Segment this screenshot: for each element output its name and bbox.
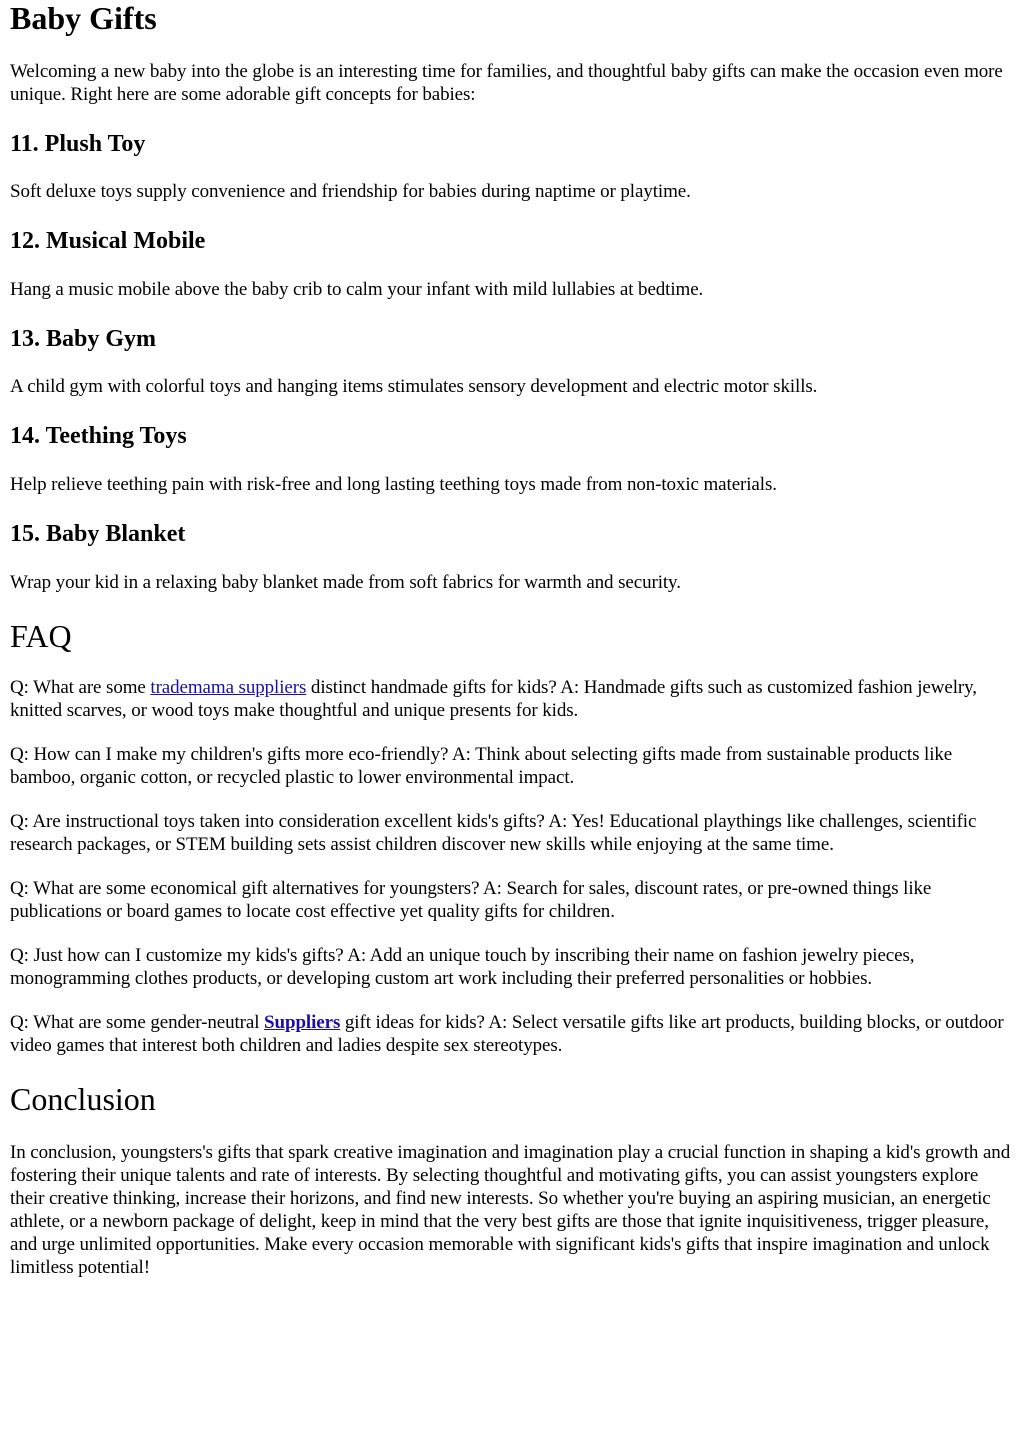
faq-q1-before: Q: What are some xyxy=(10,677,151,698)
intro-paragraph: Welcoming a new baby into the globe is an interesting time for families, and thoughtful baby gifts can make the occasion even more unique. Right here are some adorable gift concepts for babies: xyxy=(10,61,1003,105)
faq-question-3: Q: Are instructional toys taken into consideration excellent kids's gifts? A: Yes! Educational playthings like challenges, scientific research packages, or STEM building sets assist children discover new skills while enjoying at the same time. xyxy=(10,811,977,855)
page-title: Baby Gifts xyxy=(10,0,157,36)
faq-q6-before: Q: What are some gender-neutral xyxy=(10,1012,265,1033)
item-heading-baby-gym: 13. Baby Gym xyxy=(10,326,157,352)
suppliers-link[interactable]: Suppliers xyxy=(264,1012,341,1033)
faq-question-5: Q: Just how can I customize my kids's gifts? A: Add an unique touch by inscribing their name on fashion jewelry pieces, monogramming clothes products, or developing custom art work including their preferred personalities or hobbies. xyxy=(10,945,915,989)
faq-heading: FAQ xyxy=(10,618,72,654)
conclusion-paragraph: In conclusion, youngsters's gifts that spark creative imagination and imagination play a crucial function in shaping a kid's growth and fostering their unique talents and rate of interests. By selecting thoughtful and motivating gifts, you can assist youngsters explore their creative thinking, increase their horizons, and find new interests. So whether you're buying an aspiring musician, an energetic athlete, or a newborn package of delight, keep in mind that the very best gifts are those that ignite inquisitiveness, trigger pleasure, and urge unlimited opportunities. Make every occasion memorable with significant kids's gifts that inspire imagination and unlock limitless potential! xyxy=(10,1142,1011,1278)
faq-question-6 xyxy=(10,1011,1014,1057)
faq-q1-after: distinct handmade gifts for kids? A: Handmade gifts such as customized fashion jewelry, knitted scarves, or wood toys make thoughtful and unique presents for kids. xyxy=(10,677,977,721)
item-text-baby-gym: A child gym with colorful toys and hanging items stimulates sensory development and electric motor skills. xyxy=(10,376,818,397)
trademama-suppliers-link[interactable]: trademama suppliers xyxy=(150,677,307,698)
item-heading-plush-toy: 11. Plush Toy xyxy=(10,131,146,157)
item-heading-baby-blanket: 15. Baby Blanket xyxy=(10,521,186,547)
item-heading-teething-toys: 14. Teething Toys xyxy=(10,423,187,449)
item-heading-musical-mobile: 12. Musical Mobile xyxy=(10,228,206,254)
item-text-teething-toys: Help relieve teething pain with risk-free and long lasting teething toys made from non-toxic materials. xyxy=(10,474,777,495)
item-text-baby-blanket: Wrap your kid in a relaxing baby blanket made from soft fabrics for warmth and security. xyxy=(10,572,681,593)
faq-question-2: Q: How can I make my children's gifts more eco-friendly? A: Think about selecting gifts made from sustainable products like bamboo, organic cotton, or recycled plastic to lower environmental impact. xyxy=(10,744,953,788)
faq-q6-after: gift ideas for kids? A: Select versatile gifts like art products, building blocks, or outdoor video games that interest both children and ladies despite sex stereotypes. xyxy=(10,1012,1004,1056)
item-text-plush-toy: Soft deluxe toys supply convenience and friendship for babies during naptime or playtime. xyxy=(10,181,691,202)
item-text-musical-mobile: Hang a music mobile above the baby crib to calm your infant with mild lullabies at bedtime. xyxy=(10,279,704,300)
conclusion-heading: Conclusion xyxy=(10,1081,156,1117)
faq-question-4: Q: What are some economical gift alternatives for youngsters? A: Search for sales, discount rates, or pre-owned things like publications or board games to locate cost effective yet quality gifts for children. xyxy=(10,878,932,922)
faq-question-1 xyxy=(10,676,1014,722)
